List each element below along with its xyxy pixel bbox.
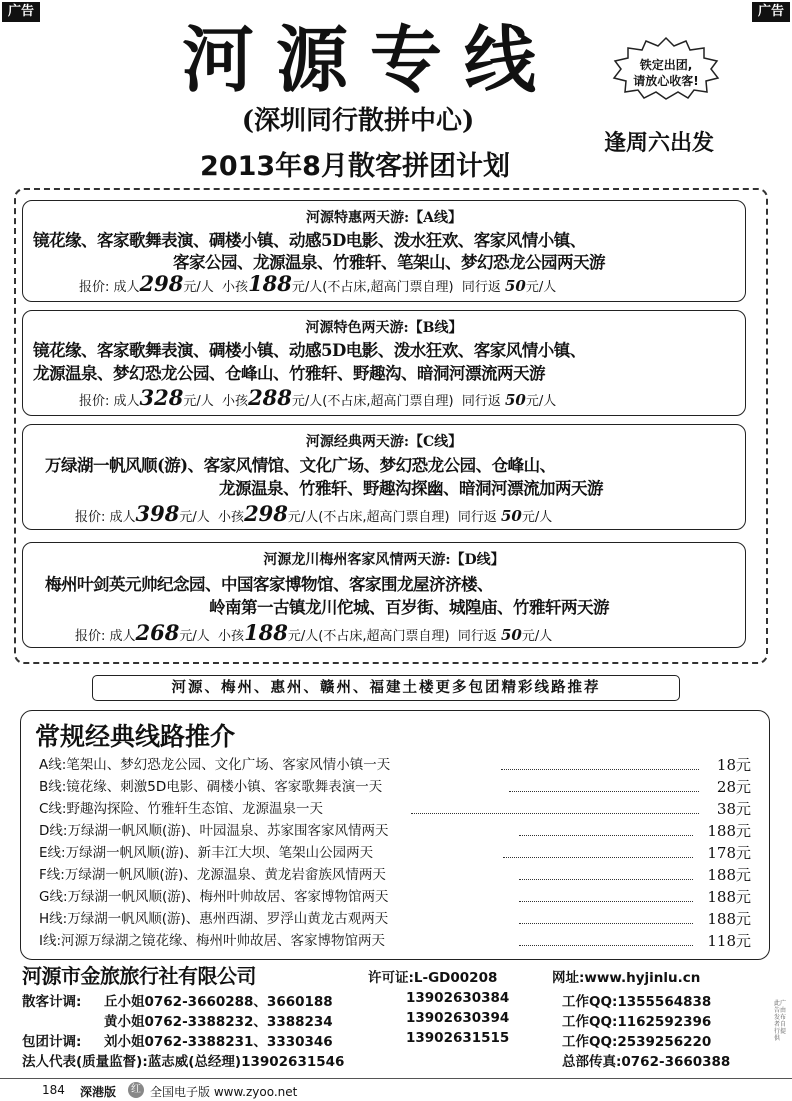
route-text: A线:笔架山、梦幻恐龙公园、文化广场、客家风情小镇一天	[39, 757, 391, 773]
ad-tag-left: 广告	[2, 2, 40, 22]
tour-attractions-1: 万绿湖一帆风顺(游)、客家风情馆、文化广场、梦幻恐龙公园、仓峰山、	[45, 456, 556, 475]
tour-title: 河源经典两天游:【C线】	[305, 434, 463, 450]
route-price: 18元	[716, 756, 751, 774]
route-row-h	[39, 909, 759, 929]
tour-attractions-1: 梅州叶剑英元帅纪念园、中国客家博物馆、客家围龙屋济济楼、	[45, 575, 493, 594]
footer-website[interactable]: 全国电子版 www.zyoo.net	[150, 1085, 298, 1099]
page-number: 184	[42, 1083, 65, 1097]
route-price: 188元	[707, 910, 751, 928]
leader-dots	[519, 865, 693, 880]
route-price: 178元	[707, 844, 751, 862]
route-text: D线:万绿湖一帆风顺(游)、叶园温泉、苏家围客家风情两天	[39, 823, 389, 839]
contact-huang: 黄小姐0762-3388232、3388234	[104, 1014, 333, 1030]
tour-attractions-2: 龙源温泉、竹雅轩、野趣沟探幽、暗洞河漂流加两天游	[219, 479, 603, 498]
tour-attractions-2: 客家公园、龙源温泉、竹雅轩、笔架山、梦幻恐龙公园两天游	[173, 253, 605, 272]
leader-dots	[519, 931, 693, 946]
leader-dots	[411, 799, 699, 814]
route-text: F线:万绿湖一帆风顺(游)、龙源温泉、黄龙岩畲族风情两天	[39, 867, 386, 883]
route-price: 188元	[707, 888, 751, 906]
route-text: C线:野趣沟探险、竹雅轩生态馆、龙源温泉一天	[39, 801, 323, 817]
route-price: 188元	[707, 866, 751, 884]
leader-dots	[519, 909, 693, 924]
route-row-e	[39, 843, 759, 863]
route-text: B线:镜花缘、刺激5D电影、碉楼小镇、客家歌舞表演一天	[39, 779, 383, 795]
tour-price: 报价: 成人298元/人 小孩188元/人(不占床,超高门票自理) 同行返 50元/人	[79, 271, 557, 296]
guarantee-stamp	[612, 36, 720, 100]
route-row-i	[39, 931, 759, 951]
tour-card-d	[22, 542, 746, 648]
route-price: 118元	[707, 932, 751, 950]
company-name: 河源市金旅旅行社有限公司	[22, 964, 256, 988]
tour-price: 报价: 成人398元/人 小孩298元/人(不占床,超高门票自理) 同行返 50元/人	[75, 501, 553, 526]
leader-dots	[519, 821, 693, 836]
stamp-text-2: 请放心收客!	[633, 74, 699, 88]
plan-heading: 2013年8月散客拼团计划	[200, 151, 510, 182]
tour-attractions-2: 岭南第一古镇龙川佗城、百岁街、城隍庙、竹雅轩两天游	[209, 598, 609, 617]
tour-title: 河源龙川梅州客家风情两天游:【D线】	[263, 552, 505, 568]
tour-price: 报价: 成人268元/人 小孩188元/人(不占床,超高门票自理) 同行返 50元/人	[75, 620, 553, 645]
tour-price: 报价: 成人328元/人 小孩288元/人(不占床,超高门票自理) 同行返 50元/人	[79, 385, 557, 410]
license-number: 许可证:L-GD00208	[368, 970, 498, 986]
route-row-a	[39, 755, 759, 775]
route-text: H线:万绿湖一帆风顺(游)、惠州西湖、罗浮山黄龙古观两天	[39, 911, 389, 927]
departure-schedule: 逢周六出发	[604, 131, 715, 156]
regular-routes-panel	[20, 710, 770, 960]
more-routes-banner: 河源、梅州、惠州、赣州、福建土楼更多包团精彩线路推荐	[92, 675, 680, 701]
tour-title: 河源特色两天游:【B线】	[305, 320, 463, 336]
tour-card-c	[22, 424, 746, 530]
route-row-b	[39, 777, 759, 797]
leader-dots	[501, 755, 699, 770]
regular-routes-title: 常规经典线路推介	[35, 722, 236, 751]
leader-dots	[519, 887, 693, 902]
route-price: 38元	[716, 800, 751, 818]
route-row-f	[39, 865, 759, 885]
route-price: 28元	[716, 778, 751, 796]
contact-qiu: 丘小姐0762-3660288、3660188	[104, 994, 333, 1010]
tour-card-a	[22, 200, 746, 302]
group-desk-label: 包团计调:	[22, 1034, 82, 1050]
page-footer	[0, 1078, 792, 1101]
mobile-liu: 13902631515	[406, 1030, 510, 1046]
route-text: G线:万绿湖一帆风顺(游)、梅州叶帅故居、客家博物馆两天	[39, 889, 389, 905]
route-row-c	[39, 799, 759, 819]
route-price: 188元	[707, 822, 751, 840]
hq-fax: 总部传真:0762-3660388	[562, 1054, 731, 1070]
side-note: 此广告由发布者自行提供	[774, 1000, 787, 1042]
qq-qiu: 工作QQ:1355564838	[562, 994, 712, 1010]
tour-attractions-1: 镜花缘、客家歌舞表演、碉楼小镇、动感5D电影、泼水狂欢、客家风情小镇、	[33, 341, 586, 360]
route-row-g	[39, 887, 759, 907]
edition-label: 深港版	[80, 1085, 117, 1099]
legal-representative: 法人代表(质量监督):蓝志威(总经理)13902631546	[22, 1054, 345, 1070]
page-subtitle: (深圳同行散拼中心)	[241, 106, 475, 136]
leader-dots	[503, 843, 693, 858]
route-row-d	[39, 821, 759, 841]
route-text: E线:万绿湖一帆风顺(游)、新丰江大坝、笔架山公园两天	[39, 845, 374, 861]
contact-liu: 刘小姐0762-3388231、3330346	[104, 1034, 333, 1050]
fit-desk-label: 散客计调:	[22, 994, 82, 1010]
edition-badge-icon: 红	[128, 1082, 144, 1098]
route-text: I线:河源万绿湖之镜花缘、梅州叶帅故居、客家博物馆两天	[39, 933, 386, 949]
page-title: 河源专线	[181, 17, 558, 102]
qq-huang: 工作QQ:1162592396	[562, 1014, 712, 1030]
tour-attractions-2: 龙源温泉、梦幻恐龙公园、仓峰山、竹雅轩、野趣沟、暗洞河漂流两天游	[33, 364, 545, 383]
ad-tag-right: 广告	[752, 2, 790, 22]
mobile-huang: 13902630394	[406, 1010, 510, 1026]
tour-card-b	[22, 310, 746, 416]
leader-dots	[509, 777, 699, 792]
mobile-qiu: 13902630384	[406, 990, 510, 1006]
agency-info	[14, 960, 784, 1080]
stamp-text-1: 铁定出团,	[639, 58, 693, 72]
tour-title: 河源特惠两天游:【A线】	[305, 210, 463, 226]
agency-website[interactable]: 网址:www.hyjinlu.cn	[552, 970, 701, 986]
tour-attractions-1: 镜花缘、客家歌舞表演、碉楼小镇、动感5D电影、泼水狂欢、客家风情小镇、	[33, 231, 586, 250]
qq-liu: 工作QQ:2539256220	[562, 1034, 712, 1050]
